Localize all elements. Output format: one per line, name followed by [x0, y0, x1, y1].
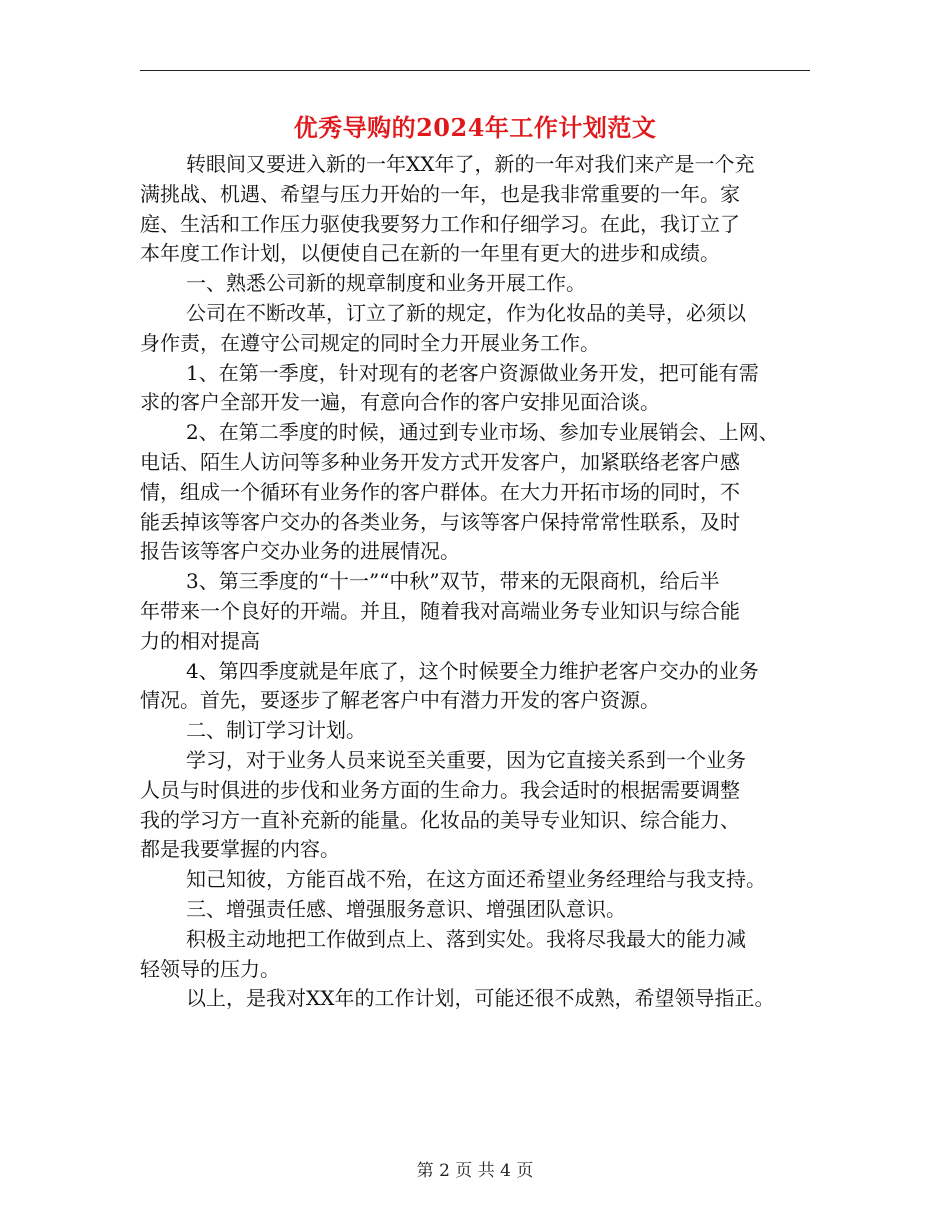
paragraph-q2	[140, 418, 812, 567]
text-line: 公司在不断改革，订立了新的规定，作为化妆品的美导，必须以	[186, 300, 746, 325]
text-line: 积极主动地把工作做到点上、落到实处。我将尽我最大的能力减	[186, 926, 746, 951]
text-line: 2、在第二季度的时候，通过到专业市场、参加专业展销会、上网、	[186, 420, 779, 445]
text-line: 知己知彼，方能百战不殆，在这方面还希望业务经理给与我支持。	[186, 867, 766, 892]
page-number: 第 2 页 共 4 页	[416, 1161, 534, 1181]
text-line: 力的相对提高	[140, 628, 260, 653]
text-line: 报告该等客户交办业务的进展情况。	[140, 539, 460, 564]
text-line: 学习，对于业务人员来说至关重要，因为它直接关系到一个业务	[186, 747, 746, 772]
text-line: 电话、陌生人访问等多种业务开发方式开发客户，加紧联络老客户感	[140, 449, 740, 474]
paragraph-q3	[140, 567, 812, 656]
text-line: 身作责，在遵守公司规定的同时全力开展业务工作。	[140, 330, 600, 355]
section-heading-3	[140, 895, 812, 925]
text-line: 3、第三季度的“十一”“中秋”双节，带来的无限商机，给后半	[186, 569, 720, 594]
paragraph	[140, 925, 812, 985]
text-line: 情，组成一个循环有业务作的客户群体。在大力开拓市场的同时，不	[140, 479, 740, 504]
paragraph	[140, 299, 812, 359]
section-heading-2	[140, 716, 812, 746]
text-line: 人员与时俱进的步伐和业务方面的生命力。我会适时的根据需要调整	[140, 777, 740, 802]
text-line: 轻领导的压力。	[140, 956, 280, 981]
document-title: 优秀导购的2024年工作计划范文	[293, 113, 657, 142]
text-line: 4、第四季度就是年底了，这个时候要全力维护老客户交办的业务	[186, 658, 759, 683]
text-line: 本年度工作计划，以便使自己在新的一年里有更大的进步和成绩。	[140, 241, 720, 266]
text-line: 年带来一个良好的开端。并且，随着我对高端业务专业知识与综合能	[140, 598, 740, 623]
text-line: 一、熟悉公司新的规章制度和业务开展工作。	[186, 271, 586, 296]
text-line: 求的客户全部开发一遍，有意向合作的客户安排见面洽谈。	[140, 390, 660, 415]
text-line: 以上，是我对XX年的工作计划，可能还很不成熟，希望领导指正。	[186, 986, 775, 1011]
paragraph-q1	[140, 359, 812, 419]
paragraph-intro	[140, 150, 812, 269]
text-line: 满挑战、机遇、希望与压力开始的一年，也是我非常重要的一年。家	[140, 181, 740, 206]
text-line: 能丢掉该等客户交办的各类业务，与该等客户保持常常性联系，及时	[140, 509, 740, 534]
paragraph-closing	[140, 984, 812, 1014]
paragraph	[140, 865, 812, 895]
text-line: 庭、生活和工作压力驱使我要努力工作和仔细学习。在此，我订立了	[140, 211, 740, 236]
header-rule	[140, 70, 810, 71]
paragraph	[140, 746, 812, 865]
text-line: 我的学习方一直补充新的能量。化妆品的美导专业知识、综合能力、	[140, 807, 740, 832]
text-line: 三、增强责任感、增强服务意识、增强团队意识。	[186, 896, 626, 921]
document-body	[140, 150, 812, 1014]
text-line: 二、制订学习计划。	[186, 718, 366, 743]
text-line: 都是我要掌握的内容。	[140, 837, 340, 862]
text-line: 转眼间又要进入新的一年XX年了，新的一年对我们来产是一个充	[186, 152, 755, 176]
section-heading-1	[140, 269, 812, 299]
text-line: 1、在第一季度，针对现有的老客户资源做业务开发，把可能有需	[186, 360, 759, 385]
paragraph-q4	[140, 657, 812, 717]
text-line: 情况。首先，要逐步了解老客户中有潜力开发的客户资源。	[140, 688, 660, 713]
